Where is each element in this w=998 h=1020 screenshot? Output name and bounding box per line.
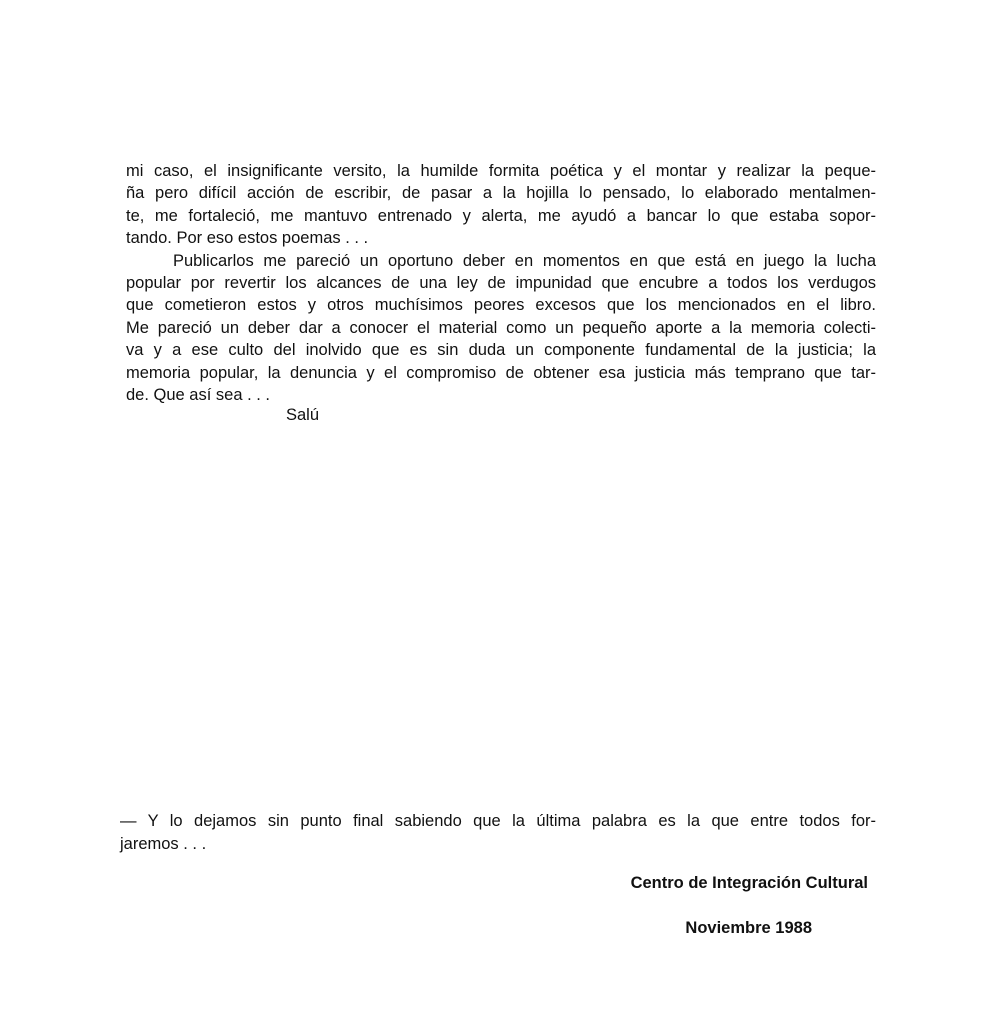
paragraph-1-line: tando. Por eso estos poemas . . . [126,229,369,248]
paragraph-2-line: Me pareció un deber dar a conocer el material como un pequeño aporte a la memoria colecti- [126,318,876,337]
closing-line: — Y lo dejamos sin punto final sabiendo que la última palabra es la que entre todos for- [120,812,876,830]
body-text [126,160,876,406]
signature: Salú [286,406,320,424]
paragraph-2-line: Publicarlos me pareció un oportuno deber en momentos en que está en juego la lucha [173,251,876,270]
organization-name: Centro de Integración Cultural [630,874,868,892]
paragraph-2-line: va y a ese culto del inolvido que es sin duda un componente fundamental de la justicia; la [126,341,876,360]
paragraph-2-line: popular por revertir los alcances de una ley de impunidad que encubre a todos los verdugos [126,273,876,292]
paragraph-2-line: de. Que así sea . . . [126,385,270,404]
paragraph-1-line: te, me fortaleció, me mantuvo entrenado y alerta, me ayudó a bancar lo que estaba sopor- [126,206,876,225]
closing-text [120,810,876,856]
paragraph-1-line: mi caso, el insignificante versito, la humilde formita poética y el montar y realizar la peque- [126,162,876,180]
document-date: Noviembre 1988 [685,919,812,937]
paragraph-2-line: memoria popular, la denuncia y el compromiso de obtener esa justicia más temprano que tar- [126,363,876,382]
paragraph-1-line: ña pero difícil acción de escribir, de pasar a la hojilla lo pensado, lo elaborado mentalmen- [126,184,876,203]
closing-line: jaremos . . . [120,835,207,853]
paragraph-2-line: que cometieron estos y otros muchísimos peores excesos que los mencionados en el libro. [126,296,876,315]
